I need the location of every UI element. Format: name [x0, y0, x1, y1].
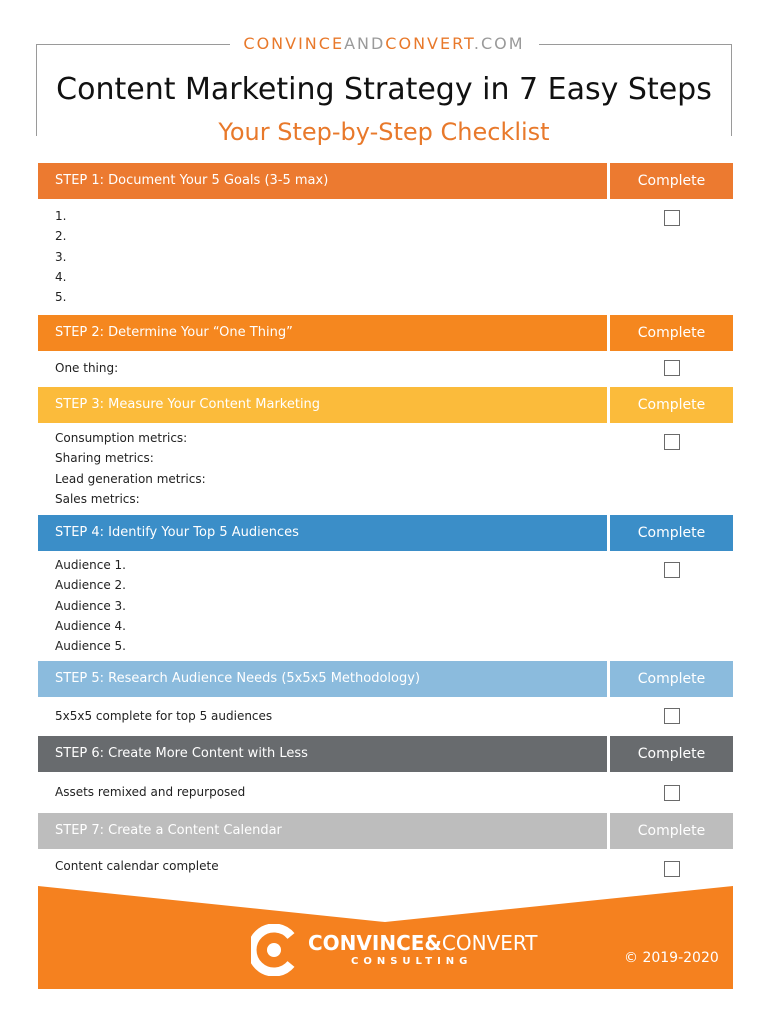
step-2-complete-checkbox[interactable]	[664, 360, 680, 376]
step-fields-3	[55, 428, 206, 509]
site-name-part2: AND	[344, 34, 386, 53]
step-header-3	[38, 387, 733, 423]
step-fields-4	[55, 555, 126, 656]
step-header-7	[38, 813, 733, 849]
step-field-label: 3.	[55, 249, 67, 264]
step-field-label: Audience 4.	[55, 618, 126, 633]
step-field-label: Audience 1.	[55, 558, 126, 572]
step-field-label: Lead generation metrics:	[55, 471, 206, 486]
step-field-label: Consumption metrics:	[55, 431, 188, 445]
step-title: STEP 2: Determine Your “One Thing”	[38, 315, 607, 351]
step-field-label: Assets remixed and repurposed	[55, 785, 246, 799]
footer-banner	[38, 886, 733, 989]
step-fields-2	[55, 358, 118, 378]
step-5-complete-checkbox[interactable]	[664, 708, 680, 724]
step-field-label: 4.	[55, 269, 67, 284]
step-title: STEP 6: Create More Content with Less	[38, 736, 607, 772]
step-field-label: Audience 2.	[55, 578, 126, 593]
step-7-complete-checkbox[interactable]	[664, 861, 680, 877]
step-header-1	[38, 163, 733, 199]
step-field-label: 2.	[55, 229, 67, 244]
page-subtitle: Your Step-by-Step Checklist	[218, 118, 550, 146]
step-header-6	[38, 736, 733, 772]
step-field-label: 5x5x5 complete for top 5 audiences	[55, 709, 273, 723]
complete-column-label: Complete	[610, 515, 733, 551]
c-logo-icon	[251, 924, 297, 976]
step-title: STEP 1: Document Your 5 Goals (3-5 max)	[38, 163, 607, 199]
step-field-label: Sharing metrics:	[55, 451, 154, 466]
complete-column-label: Complete	[610, 661, 733, 697]
step-field-label: One thing:	[55, 361, 119, 375]
step-title: STEP 5: Research Audience Needs (5x5x5 Methodology)	[38, 661, 607, 697]
step-1-complete-checkbox[interactable]	[664, 210, 680, 226]
step-header-5	[38, 661, 733, 697]
step-fields-5	[55, 706, 272, 726]
step-field-label: 1.	[55, 209, 67, 223]
complete-column-label: Complete	[610, 163, 733, 199]
step-fields-6	[55, 782, 245, 802]
brand-name	[308, 931, 538, 955]
site-name-part4: .COM	[473, 34, 525, 53]
copyright-text: © 2019-2020	[624, 950, 719, 966]
step-header-2	[38, 315, 733, 351]
step-4-complete-checkbox[interactable]	[664, 562, 680, 578]
step-field-label: Audience 3.	[55, 598, 126, 613]
brand-subtitle: CONSULTING	[351, 956, 473, 967]
step-field-label: Audience 5.	[55, 639, 126, 654]
step-title: STEP 4: Identify Your Top 5 Audiences	[38, 515, 607, 551]
step-fields-7	[55, 856, 219, 876]
site-name-part1: CONVINCE	[243, 34, 345, 53]
brand-name-light: CONVERT	[441, 931, 538, 955]
complete-column-label: Complete	[610, 736, 733, 772]
complete-column-label: Complete	[610, 387, 733, 423]
step-field-label: Content calendar complete	[55, 859, 219, 873]
step-fields-1	[55, 206, 66, 307]
step-6-complete-checkbox[interactable]	[664, 785, 680, 801]
step-header-4	[38, 515, 733, 551]
step-3-complete-checkbox[interactable]	[664, 434, 680, 450]
complete-column-label: Complete	[610, 315, 733, 351]
step-title: STEP 3: Measure Your Content Marketing	[38, 387, 607, 423]
brand-name-bold: CONVINCE&	[308, 931, 442, 955]
step-title: STEP 7: Create a Content Calendar	[38, 813, 607, 849]
page-title: Content Marketing Strategy in 7 Easy Steps	[56, 72, 712, 107]
step-field-label: 5.	[55, 290, 67, 305]
site-name-part3: CONVERT	[385, 34, 474, 53]
step-field-label: Sales metrics:	[55, 491, 140, 506]
site-name	[0, 34, 768, 54]
complete-column-label: Complete	[610, 813, 733, 849]
